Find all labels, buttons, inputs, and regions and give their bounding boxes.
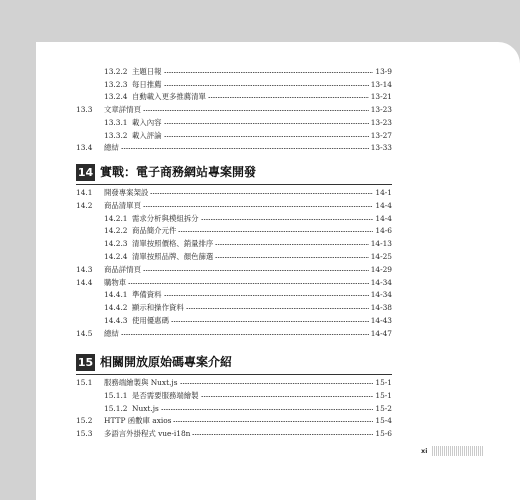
toc-entry-title: HTTP 函數庫 axios	[104, 416, 172, 426]
chapter-title: 相關開放原始碼專案介紹	[100, 355, 233, 369]
toc-entry-title: 文章詳情頁	[104, 105, 141, 115]
toc-entry	[76, 377, 392, 388]
toc-entry	[76, 390, 392, 401]
dot-leader	[180, 382, 374, 385]
toc-entry	[76, 403, 392, 414]
toc-entry-title: 購物車	[104, 277, 127, 287]
toc-entry-number: 15.1	[76, 378, 93, 387]
toc-entry	[76, 104, 392, 115]
toc-entry-number: 14.1	[76, 188, 93, 197]
chapter-rule	[76, 374, 392, 375]
toc-entry-number: 14.2.2	[104, 226, 128, 236]
toc-entry-page: 14-29	[370, 264, 392, 274]
toc-entry-title: 清單按照價格、銷量排序	[132, 239, 214, 249]
toc-entry-title: 商品清單頁	[104, 200, 141, 210]
toc-entry-title: 總結	[104, 328, 119, 338]
toc-entry	[76, 187, 392, 198]
dot-leader	[173, 420, 373, 423]
toc-entry	[76, 289, 392, 300]
toc-entry-page: 13-23	[370, 105, 392, 115]
dot-leader	[121, 333, 369, 336]
toc-entry-title: Nuxt.js	[132, 403, 159, 413]
toc-entry-title: 主題日報	[132, 67, 162, 76]
toc-entry-page: 13-33	[370, 143, 392, 153]
chapter-14-heading	[76, 161, 392, 181]
toc-entry-number: 15.3	[76, 429, 93, 439]
dot-leader	[201, 395, 374, 398]
toc-entry-title: 使用優惠碼	[132, 316, 169, 325]
toc-entry-title: 開發專案架設	[104, 188, 149, 197]
toc-entry-number: 13.3	[76, 105, 93, 115]
toc-entry-number: 14.4.3	[104, 316, 128, 325]
toc-entry-page: 13-14	[370, 79, 392, 89]
toc-entry-page: 14-6	[375, 226, 392, 236]
dot-leader	[143, 269, 369, 272]
toc-entry-title: 載入評論	[132, 130, 162, 140]
toc-entry-page: 14-34	[370, 290, 392, 300]
toc-entry-title: 商品詳情頁	[104, 264, 141, 274]
page-number: xi	[421, 447, 428, 455]
dot-leader	[164, 71, 374, 74]
page-edge-stripe	[432, 446, 484, 456]
toc-entry-page: 14-4	[375, 213, 392, 223]
toc-entry-number: 14.2	[76, 200, 93, 210]
toc-entry-page: 14-43	[370, 316, 392, 325]
toc-entry-number: 14.2.4	[104, 252, 128, 261]
toc-entry	[76, 251, 392, 262]
toc-entry	[76, 415, 392, 426]
toc-entry-title: 總結	[104, 143, 119, 153]
toc-entry	[76, 130, 392, 141]
toc-entry-page: 14-4	[375, 200, 392, 210]
toc-entry-page: 14-1	[375, 188, 392, 197]
dot-leader	[215, 256, 368, 259]
dot-leader	[164, 84, 369, 87]
dot-leader	[161, 408, 374, 411]
toc-entry-number: 13.3.2	[104, 130, 128, 140]
toc-entry-number: 13.3.1	[104, 117, 128, 127]
toc-entry-title: 自動載入更多推薦清單	[132, 92, 206, 102]
toc-entry-page: 15-1	[375, 378, 392, 387]
dot-leader	[143, 205, 373, 208]
toc-entry-title: 準備資料	[132, 290, 162, 300]
toc-entry-title: 每日推薦	[132, 79, 162, 89]
chapter-15-heading	[76, 351, 392, 371]
dot-leader	[150, 192, 373, 195]
toc-entry-number: 14.3	[76, 264, 93, 274]
toc-entry-page: 13-27	[370, 130, 392, 140]
toc-entry-number: 13.2.2	[104, 67, 128, 76]
toc-entry-number: 13.2.4	[104, 92, 128, 102]
toc-entry	[76, 264, 392, 275]
dot-leader	[121, 147, 369, 150]
toc-entry	[76, 225, 392, 236]
toc-entry-title: 是否需要服務端繪製	[132, 390, 199, 400]
toc-entry	[76, 66, 392, 77]
toc-entry-title: 服務端繪製與 Nuxt.js	[104, 378, 178, 387]
toc-entry-page: 14-38	[370, 303, 392, 313]
dot-leader	[192, 433, 373, 436]
toc-entry-page: 15-2	[375, 403, 392, 413]
toc-entry-page: 15-4	[375, 416, 392, 426]
dot-leader	[171, 320, 369, 323]
toc-entry-number: 14.5	[76, 328, 93, 338]
toc-entry	[76, 79, 392, 90]
dot-leader	[164, 122, 369, 125]
toc-entry-page: 13-23	[370, 117, 392, 127]
toc-entry-title: 多語言外掛程式 vue-i18n	[104, 429, 191, 439]
toc-entry-number: 13.4	[76, 143, 93, 153]
dot-leader	[186, 307, 369, 310]
toc-entry	[76, 213, 392, 224]
toc-entry-number: 14.4.2	[104, 303, 128, 313]
dot-leader	[178, 230, 373, 233]
toc-entry	[76, 200, 392, 211]
toc-entry-number: 14.2.3	[104, 239, 128, 249]
chapter-number-badge: 15	[77, 356, 94, 369]
dot-leader	[164, 294, 369, 297]
toc-entry-number: 15.1.2	[104, 403, 128, 413]
toc-entry-title: 顯示和操作資料	[132, 303, 184, 313]
toc-entry-page: 14-25	[370, 252, 392, 261]
chapter-title: 實戰：電子商務網站專案開發	[100, 165, 257, 179]
toc-entry	[76, 277, 392, 288]
toc-entry-title: 清單按照品牌、顏色篩選	[132, 252, 214, 261]
toc-entry-page: 13-21	[370, 92, 392, 102]
toc-entry-page: 15-6	[375, 429, 392, 439]
dot-leader	[143, 109, 369, 112]
chapter-rule	[76, 184, 392, 185]
dot-leader	[164, 135, 369, 138]
toc-entry	[76, 302, 392, 313]
dot-leader	[128, 282, 369, 285]
toc-entry-page: 14-47	[370, 328, 392, 338]
toc-entry-number: 14.4.1	[104, 290, 128, 300]
toc-entry	[76, 117, 392, 128]
toc-entry-title: 需求分析與模組拆分	[132, 213, 199, 223]
dot-leader	[201, 218, 374, 221]
toc-entry	[76, 428, 392, 439]
toc-entry-title: 商品簡介元件	[132, 226, 177, 236]
dot-leader	[208, 96, 369, 99]
toc-entry	[76, 142, 392, 153]
toc-entry	[76, 315, 392, 326]
toc-entry-number: 15.1.1	[104, 390, 128, 400]
toc-entry-page: 14-13	[370, 239, 392, 249]
toc-entry-number: 13.2.3	[104, 79, 128, 89]
toc-entry-page: 15-1	[375, 390, 392, 400]
toc-entry-title: 載入內容	[132, 117, 162, 127]
toc-entry	[76, 328, 392, 339]
toc-entry-page: 14-34	[370, 277, 392, 287]
toc-entry-number: 14.2.1	[104, 213, 128, 223]
dot-leader	[215, 243, 368, 246]
chapter-number-badge: 14	[77, 166, 94, 179]
toc-entry	[76, 91, 392, 102]
toc-entry-page: 13-9	[375, 67, 392, 76]
toc-entry-number: 15.2	[76, 416, 93, 426]
toc-entry-number: 14.4	[76, 277, 93, 287]
toc-entry	[76, 238, 392, 249]
